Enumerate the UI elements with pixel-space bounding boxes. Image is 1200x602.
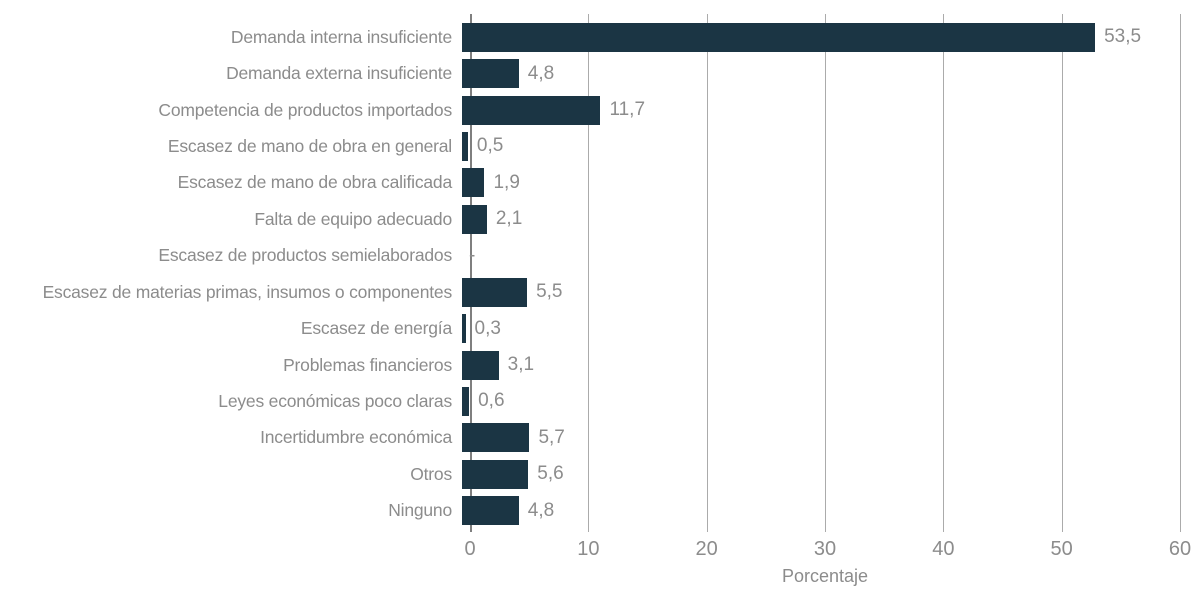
- bar: [462, 351, 499, 380]
- chart-row: [0, 274, 1180, 310]
- category-label: Falta de equipo adecuado: [254, 208, 452, 229]
- category-label: Demanda interna insuficiente: [230, 26, 452, 47]
- category-label: Problemas financieros: [283, 354, 452, 375]
- bar-rows: [0, 19, 1180, 529]
- chart-row: [0, 19, 1180, 55]
- x-tick-label: 20: [695, 538, 718, 560]
- value-label: 0,3: [474, 317, 501, 339]
- bar: [462, 314, 466, 343]
- bar: [462, 59, 519, 88]
- x-tick-label: 50: [1050, 538, 1073, 560]
- value-label: 0,6: [478, 390, 505, 412]
- bar-track: [462, 132, 1172, 161]
- gridline: [1180, 14, 1181, 532]
- bar-track: [462, 23, 1172, 52]
- chart-row: [0, 492, 1180, 528]
- bar: [462, 496, 519, 525]
- bar-track: [462, 168, 1172, 197]
- bar-track: [462, 59, 1172, 88]
- value-label: 5,7: [538, 426, 565, 448]
- x-tick-label: 60: [1168, 538, 1192, 560]
- category-label: Escasez de productos semielaborados: [158, 245, 452, 266]
- value-label: 4,8: [527, 499, 555, 521]
- bar-track: [462, 351, 1172, 380]
- bar: [462, 23, 1095, 52]
- category-label: Demanda externa insuficiente: [226, 63, 452, 84]
- chart-row: [0, 55, 1180, 91]
- bar-track: [462, 314, 1172, 343]
- value-label: 5,5: [536, 281, 563, 303]
- bar: [462, 205, 487, 234]
- chart-row: [0, 347, 1180, 383]
- value-label: 1,9: [493, 171, 520, 193]
- x-tick-label: 0: [464, 538, 476, 560]
- category-label: Leyes económicas poco claras: [218, 390, 452, 411]
- bar-track: [462, 278, 1172, 307]
- bar-track: [462, 460, 1172, 489]
- bar-track: [462, 387, 1172, 416]
- bar-track: [462, 241, 1172, 270]
- x-tick-label: 40: [932, 538, 955, 560]
- bar: [462, 132, 468, 161]
- category-label: Competencia de productos importados: [158, 99, 452, 120]
- chart-row: [0, 420, 1180, 456]
- plot-area: [0, 14, 1180, 532]
- value-label: 2,1: [495, 208, 523, 230]
- category-label: Escasez de materias primas, insumos o componentes: [42, 281, 452, 302]
- value-label: 0,5: [476, 135, 504, 157]
- category-label: Ninguno: [388, 500, 452, 521]
- chart-row: [0, 310, 1180, 346]
- value-label: -: [469, 244, 476, 266]
- value-label: 53,5: [1104, 26, 1142, 48]
- x-tick-label: 10: [577, 538, 600, 560]
- chart-row: [0, 128, 1180, 164]
- bar: [462, 168, 484, 197]
- category-label: Escasez de mano de obra calificada: [177, 172, 452, 193]
- chart-row: [0, 238, 1180, 274]
- bar-track: [462, 496, 1172, 525]
- chart-row: [0, 165, 1180, 201]
- bar-track: [462, 205, 1172, 234]
- chart-row: [0, 383, 1180, 419]
- x-axis: [464, 538, 1192, 562]
- value-label: 11,7: [609, 99, 646, 121]
- bar: [462, 387, 469, 416]
- chart-row: [0, 456, 1180, 492]
- x-axis-title: Porcentaje: [781, 566, 869, 586]
- value-label: 3,1: [507, 354, 535, 375]
- value-label: 5,6: [537, 463, 564, 485]
- bar: [462, 278, 527, 307]
- x-tick-label: 30: [813, 538, 837, 560]
- bar: [462, 96, 600, 125]
- bar: [462, 460, 528, 489]
- bar-track: [462, 96, 1172, 125]
- category-label: Escasez de mano de obra en general: [167, 135, 452, 156]
- bar-track: [462, 423, 1172, 452]
- category-label: Escasez de energía: [300, 318, 452, 339]
- bar: [462, 423, 529, 452]
- chart-row: [0, 201, 1180, 237]
- value-label: 4,8: [527, 62, 555, 84]
- chart-row: [0, 92, 1180, 128]
- category-label: Otros: [410, 463, 452, 484]
- category-label: Incertidumbre económica: [260, 427, 452, 448]
